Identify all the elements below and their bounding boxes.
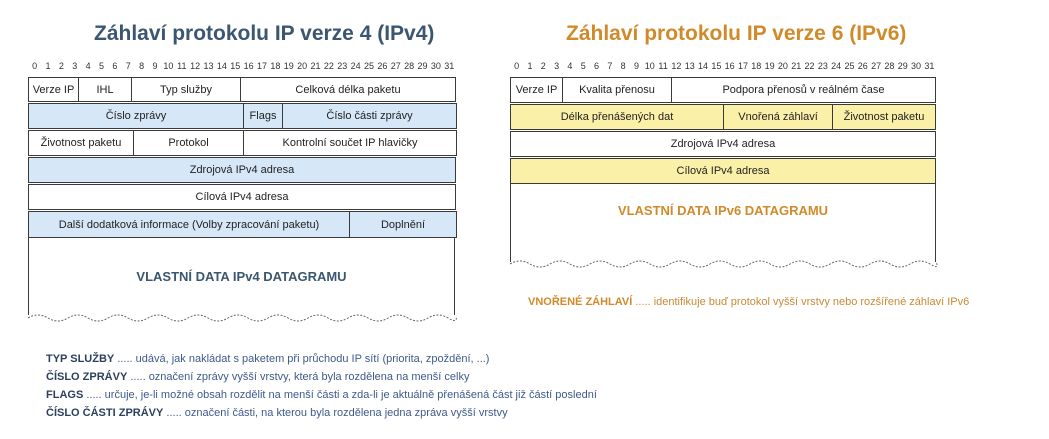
bit-label: 10 [644,61,655,71]
bit-label: 22 [323,61,334,71]
bit-label: 8 [620,61,626,71]
bit-label: 6 [112,61,118,71]
bit-label: 5 [580,61,586,71]
bit-label: 21 [791,61,802,71]
bit-label: 0 [32,61,38,71]
ipv6-field-version: Verze IP [510,77,563,103]
bit-label: 24 [831,61,842,71]
ipv4-torn-edge [26,310,458,326]
ipv4-field-header-checksum: Kontrolní součet IP hlavičky [243,130,457,156]
ipv4-data-area [28,237,455,315]
note-fragment-offset [46,404,597,422]
ipv4-field-destination-address: Cílová IPv4 adresa [28,184,456,210]
bit-label: 30 [911,61,922,71]
note-text: ..... udává, jak nakládat s paketem při průchodu IP sítí (priorita, zpoždění, ...) [114,353,490,365]
bit-label: 0 [514,61,520,71]
bit-label: 7 [607,61,613,71]
ipv6-note [528,296,969,308]
note-type-of-service [46,350,597,368]
ipv6-row-1 [510,77,935,103]
ipv6-field-flow-label: Podpora přenosů v reálném čase [671,77,936,103]
bit-label: 11 [177,61,187,71]
bit-label: 14 [698,61,709,71]
bit-label: 5 [99,61,105,71]
bit-label: 6 [594,61,600,71]
bit-label: 30 [430,61,441,71]
bit-label: 3 [72,61,78,71]
ipv6-torn-edge [508,256,938,272]
note-term: ČÍSLO ČÁSTI ZPRÁVY [46,407,164,419]
bit-label: 4 [85,61,91,71]
ipv6-note-text: ..... identifikuje buď protokol vyšší vrstvy nebo rozšířené záhlaví IPv6 [632,296,970,308]
legend-notes [46,350,597,422]
bit-label: 10 [163,61,174,71]
bit-label: 22 [804,61,815,71]
ipv4-row-1 [28,77,455,102]
ipv4-field-source-address: Zdrojová IPv4 adresa [28,157,456,183]
ipv6-field-traffic-class: Kvalita přenosu [562,77,672,103]
ipv6-field-next-header: Vnořená záhlaví [723,104,833,130]
bit-label: 2 [540,61,546,71]
bit-label: 25 [364,61,375,71]
ipv4-field-fragment-offset: Číslo části zprávy [282,103,457,129]
ipv6-field-source-address: Zdrojová IPv4 adresa [510,131,936,157]
bit-label: 29 [897,61,908,71]
bit-label: 19 [283,61,294,71]
bit-label: 16 [243,61,254,71]
bit-label: 25 [844,61,855,71]
bit-label: 31 [444,61,455,71]
ipv4-row-3 [28,130,456,156]
bit-label: 21 [310,61,321,71]
note-text: ..... označení části, na kterou byla rozdělena jedna zpráva vyšší vrstvy [163,407,508,419]
bit-label: 27 [390,61,401,71]
bit-label: 20 [777,61,788,71]
note-term: TYP SLUŽBY [46,353,115,365]
bit-label: 13 [203,61,214,71]
bit-label: 7 [125,61,131,71]
bit-label: 9 [633,61,639,71]
ipv4-field-padding: Doplnění [349,211,457,238]
bit-label: 27 [871,61,882,71]
ipv4-bit-scale [28,61,456,75]
ipv4-field-protocol: Protokol [133,130,244,156]
bit-label: 13 [684,61,695,71]
bit-label: 28 [884,61,895,71]
bit-label: 16 [724,61,735,71]
ipv4-field-version: Verze IP [28,77,79,102]
bit-label: 31 [924,61,935,71]
ipv6-row-2 [510,104,935,130]
bit-label: 17 [737,61,748,71]
ipv4-field-total-length: Celková délka paketu [240,77,456,102]
bit-label: 28 [404,61,415,71]
ipv6-note-term: VNOŘENÉ ZÁHLAVÍ [528,296,633,308]
bit-label: 1 [45,61,51,71]
bit-label: 9 [152,61,158,71]
note-text: ..... označení zprávy vyšší vrstvy, která byla rozdělena na menší celky [127,371,470,383]
bit-label: 17 [257,61,268,71]
bit-label: 23 [337,61,348,71]
bit-label: 1 [527,61,533,71]
ipv4-title: Záhlaví protokolu IP verze 4 (IPv4) [94,22,435,45]
ipv4-field-flags: Flags [243,103,283,129]
bit-label: 19 [764,61,775,71]
bit-label: 23 [817,61,828,71]
bit-label: 15 [711,61,722,71]
ipv6-field-hop-limit: Životnost paketu [832,104,936,130]
ipv6-row-3 [510,131,935,157]
bit-label: 12 [190,61,201,71]
ipv4-field-options: Další dodatková informace (Volby zpracování paketu) [28,211,350,238]
ipv4-row-6 [28,211,456,238]
bit-label: 26 [377,61,388,71]
ipv4-field-ttl: Životnost paketu [28,130,134,156]
bit-label: 18 [270,61,281,71]
ipv6-bit-scale [510,61,936,75]
note-flags [46,386,597,404]
ipv4-row-5 [28,184,455,210]
bit-label: 11 [658,61,668,71]
bit-label: 4 [567,61,573,71]
bit-label: 2 [58,61,64,71]
bit-label: 3 [554,61,560,71]
ipv6-data-label: VLASTNÍ DATA IPv6 DATAGRAMU [617,202,829,218]
ipv6-field-destination-address: Cílová IPv4 adresa [510,158,936,184]
bit-label: 15 [230,61,241,71]
ipv4-field-identification: Číslo zprávy [28,103,244,129]
note-identification [46,368,597,386]
bit-label: 29 [417,61,428,71]
ipv4-field-ihl: IHL [78,77,132,102]
bit-label: 20 [297,61,308,71]
bit-label: 18 [751,61,762,71]
bit-label: 26 [857,61,868,71]
bit-label: 24 [350,61,361,71]
ipv4-field-type-of-service: Typ služby [131,77,241,102]
note-term: FLAGS [46,389,84,401]
ipv6-field-payload-length: Délka přenášených dat [510,104,724,130]
ipv4-data-label: VLASTNÍ DATA IPv4 DATAGRAMU [136,268,347,284]
ipv6-title: Záhlaví protokolu IP verze 6 (IPv6) [566,22,907,45]
bit-label: 8 [139,61,145,71]
bit-label: 12 [671,61,682,71]
note-term: ČÍSLO ZPRÁVY [46,371,128,383]
bit-label: 14 [216,61,227,71]
ipv6-data-area [510,158,936,262]
ipv4-row-2 [28,103,456,129]
ipv4-row-4 [28,157,455,183]
note-text: ..... určuje, je-li možné obsah rozdělit na menší části a zda-li je aktuálně přenášená část již částí poslední [83,389,597,401]
